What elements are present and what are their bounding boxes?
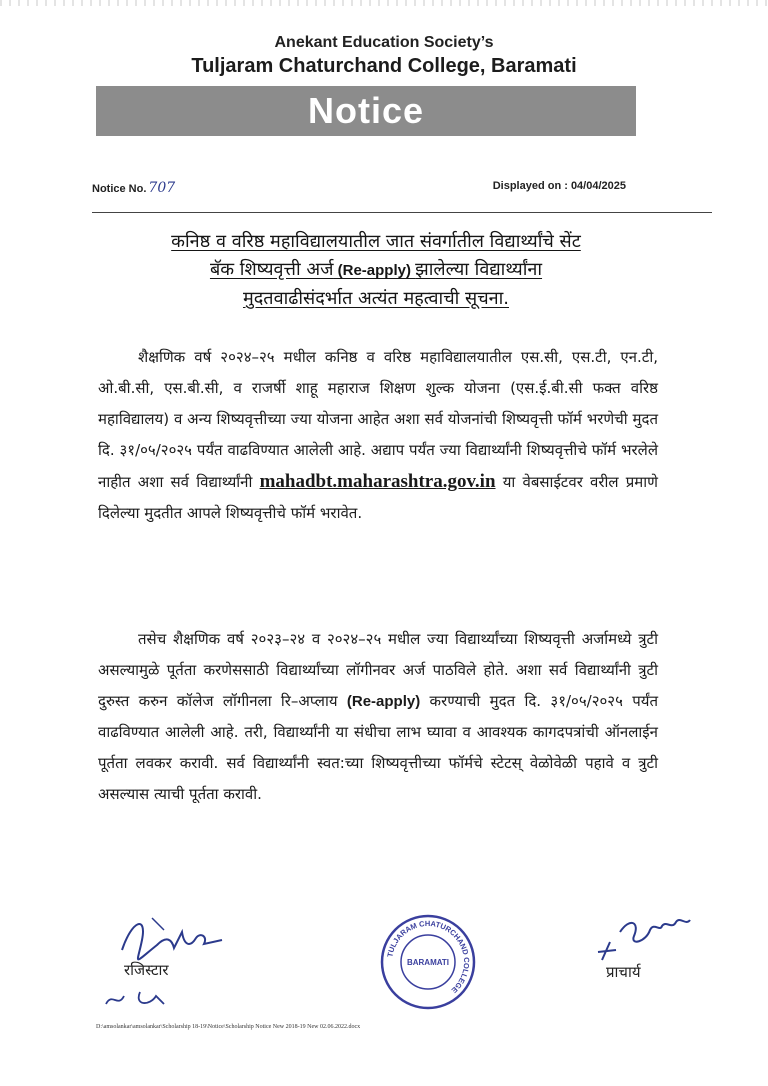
notice-number-value: 707 [148,180,176,196]
registrar-label: रजिस्टार [124,961,169,979]
subject-reapply: (Re-apply) [333,262,416,279]
notice-number [92,180,175,196]
notice-banner-title: Notice [307,90,425,131]
paragraph-2 [98,624,658,810]
mahadbt-link[interactable]: mahadbt.maharashtra.gov.in [259,471,496,492]
registrar-initials [100,986,180,1012]
paragraph-1-tail: या वेबसाईटवर वरील प्रमाणे दिलेल्या मुदतीत आपले शिष्यवृत्तीचे फॉर्म भरावेत. [98,473,658,522]
subject-line-3: मुदतवाढीसंदर्भात अत्यंत महत्वाची सूचना. [242,288,509,309]
file-path: D:\amsolankar\amsolankar\Scholarship 18-19\Notice\Scholarship Notice New 2018-19 New 02.06.2022.docx [96,1024,361,1030]
paragraph-1-text: शैक्षणिक वर्ष २०२४–२५ मधील कनिष्ठ व वरिष्ठ महाविद्यालयातील एस.सी, एस.टी, एन.टी, ओ.बी.सी, एस.बी.सी, व राजर्षी शाहू महाराज शिक्षण शुल्क योजना (एस.ई.बी.सी फक्त वरिष्ठ महाविद्यालय) व अन्य शिष्यवृत्तीच्या ज्या योजना आहेत अशा सर्व योजनांची शिष्यवृत्ती फॉर्म भरणेची मुदत दि. ३१/०५/२०२५ पर्यंत वाढविण्यात आलेली आहे. अद्याप पर्यंत ज्या विद्यार्थ्यांनी शिष्यवृत्तीचे फॉर्म भरलेले नाहीत अशा सर्व विद्यार्थ्यांनी [98,348,658,491]
subject-line-2a: बॅक शिष्यवृत्ती अर्ज [209,259,334,280]
subject-line-2 [96,256,656,285]
principal-label: प्राचार्य [606,963,641,981]
college-seal [378,912,478,1012]
notice-number-label: Notice No. [92,183,147,195]
subject-line-2c: झालेल्या विद्यार्थ्यांना [415,259,543,280]
college-name: Tuljaram Chaturchand College, Baramati [191,55,577,77]
subject-line-1: कनिष्ठ व वरिष्ठ महाविद्यालयातील जात संवर्गातील विद्यार्थ्यांचे सेंट [171,231,581,252]
displayed-date: Displayed on : 04/04/2025 [492,180,626,192]
divider [92,212,712,213]
seal-ring-text: TULJARAM CHATURCHAND COLLEGE [385,918,472,995]
seal-center-text: BARAMATI [406,958,450,967]
paragraph-1 [98,342,658,529]
paragraph-2-tail: करण्याची मुदत दि. ३१/०५/२०२५ पर्यंत वाढविण्यात आलेली आहे. तरी, विद्यार्थ्यांनी या संधीचा लाभ घ्यावा व आवश्यक कागदपत्रांची ऑनलाईन पूर्तता लवकर करावी. सर्व विद्यार्थ्यांनी स्वत:च्या शिष्यवृत्तीच्या फॉर्मचे स्टेटस् वेळोवेळी पहावे व त्रुटी असल्यास त्याची पूर्तता करावी. [98,692,659,803]
reapply-term: (Re-apply) [346,693,421,710]
notice-subject [96,228,656,313]
paragraph-2-text: तसेच शैक्षणिक वर्ष २०२३–२४ व २०२४–२५ मधील ज्या विद्यार्थ्यांच्या शिष्यवृत्ती अर्जामध्ये त्रुटी असल्यामुळे पूर्तता करणेससाठी विद्यार्थ्यांच्या लॉगीनवर अर्ज पाठविले होते. अशा सर्व विद्यार्थ्यांनी त्रुटी दुरुस्त करुन कॉलेज लॉगीनला रि–अप्लाय [98,630,658,710]
society-name: Anekant Education Society’s [274,34,494,51]
notice-banner [96,86,636,136]
scan-edge [0,0,768,6]
